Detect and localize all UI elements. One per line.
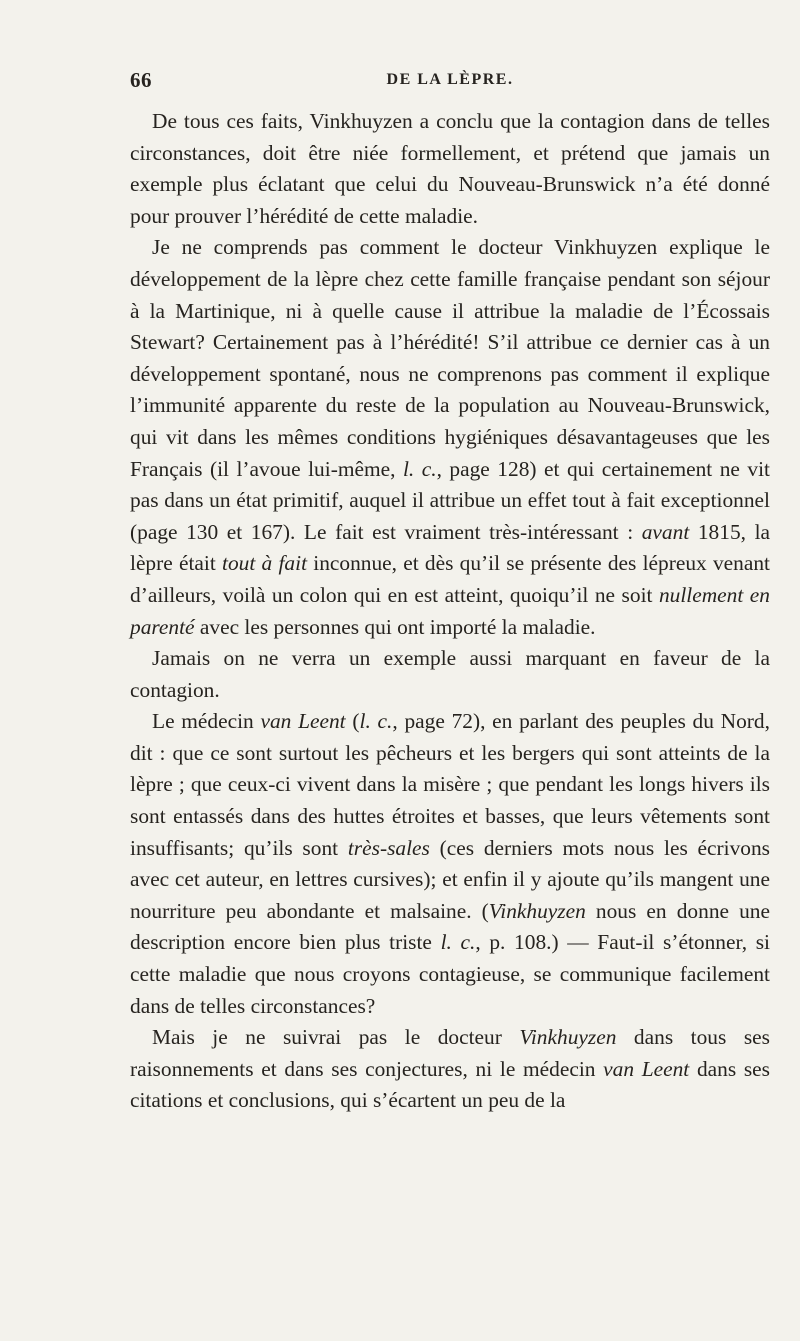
paragraph-4-text-2: ( <box>345 709 360 734</box>
paragraph-5-text-2: dans tous ses raisonnements et dans ses conjectures, ni le médecin <box>130 1025 770 1081</box>
paragraph-4-italic-4: Vinkhuyzen <box>488 898 586 923</box>
paragraph-5 <box>130 1022 770 1117</box>
paragraph-5-italic-1: Vinkhuyzen <box>519 1025 617 1050</box>
paragraph-5-text-3: dans ses citations et conclusions, qui s’écartent un peu de la <box>130 1056 770 1113</box>
paragraph-4-italic-3: très-sales <box>347 835 430 860</box>
paragraph-2-italic-2: avant <box>641 519 690 544</box>
paragraph-4-text-1: Le médecin <box>152 709 261 734</box>
paragraph-2-text-2: , page 128) et qui certainement ne vit pas dans un état primitif, auquel il attribue un effet tout à fait exceptionnel (page 130 et 167). Le fait est vraiment très-intéressant : <box>130 456 770 544</box>
paragraph-3: Jamais on ne verra un exemple aussi marquant en faveur de la contagion. <box>130 646 770 702</box>
paragraph-4-text-6: , p. 108.) — Faut-il s’étonner, si cette maladie que nous croyons contagieuse, se communique facilement dans de telles circonstances? <box>130 930 770 1018</box>
paragraph-4-text-3: , page 72), en parlant des peuples du Nord, dit : que ce sont surtout les pêcheurs et les bergers qui sont atteints de la lèpre ; que ceux-ci vivent dans la misère ; que pendant les longs hivers ils sont entassés dans des huttes étroites et basses, que leurs vêtements sont insuffisants; qu’ils sont <box>130 709 770 860</box>
paragraph-2-italic-3: tout à fait <box>222 551 308 576</box>
paragraph-4-italic-1: van Leent <box>260 709 346 734</box>
paragraph-2-text-5: avec les personnes qui ont importé la maladie. <box>194 614 596 639</box>
page-number: 66 <box>130 68 152 92</box>
paragraph-4-italic-5: l. c. <box>440 930 476 955</box>
paragraph-2-text-3: 1815, la lèpre était <box>130 519 771 576</box>
paragraph-4-italic-2: l. c. <box>359 709 393 734</box>
paragraph-4-text-5: nous en donne une description encore bien plus triste <box>130 898 770 955</box>
paragraph-2-italic-1: l. c. <box>402 456 437 481</box>
body-text <box>130 106 770 1117</box>
paragraph-2-text-1: Je ne comprends pas comment le docteur Vinkhuyzen explique le développement de la lèpre chez cette famille française pendant son séjour à la Martinique, ni à quelle cause il attribue la maladie de l’Écossais Stewart? Certainement pas à l’hérédité! S’il attribue ce dernier cas à un développement spontané, nous ne comprenons pas comment il explique l’immunité apparente du reste de la population au Nouveau-Brunswick, qui vit dans les mêmes conditions hygiéniques désavantageuses que les Français (il l’avoue lui-même, <box>130 235 770 481</box>
running-title: DE LA LÈPRE. <box>386 71 514 88</box>
paragraph-2-italic-4: nullement en parenté <box>130 582 770 639</box>
paragraph-5-italic-2: van Leent <box>603 1056 690 1081</box>
page-header <box>130 68 770 98</box>
paragraph-2 <box>130 232 770 643</box>
paragraph-4-text-4: (ces derniers mots nous les écrivons avec cet auteur, en lettres cursives); et enfin il y ajoute qu’ils mangent une nourriture peu abondante et malsaine. ( <box>130 835 770 923</box>
paragraph-1: De tous ces faits, Vinkhuyzen a conclu que la contagion dans de telles circonstances, doit être niée formellement, et prétend que jamais un exemple plus éclatant que celui du Nouveau-Brunswick n’a été donné pour prouver l’hérédité de cette maladie. <box>130 109 770 228</box>
paragraph-4 <box>130 706 770 1022</box>
paragraph-5-text-1: Mais je ne suivrai pas le docteur <box>152 1025 520 1050</box>
paragraph-2-text-4: inconnue, et dès qu’il se présente des lépreux venant d’ailleurs, voilà un colon qui en est atteint, quoiqu’il ne soit <box>130 551 770 607</box>
